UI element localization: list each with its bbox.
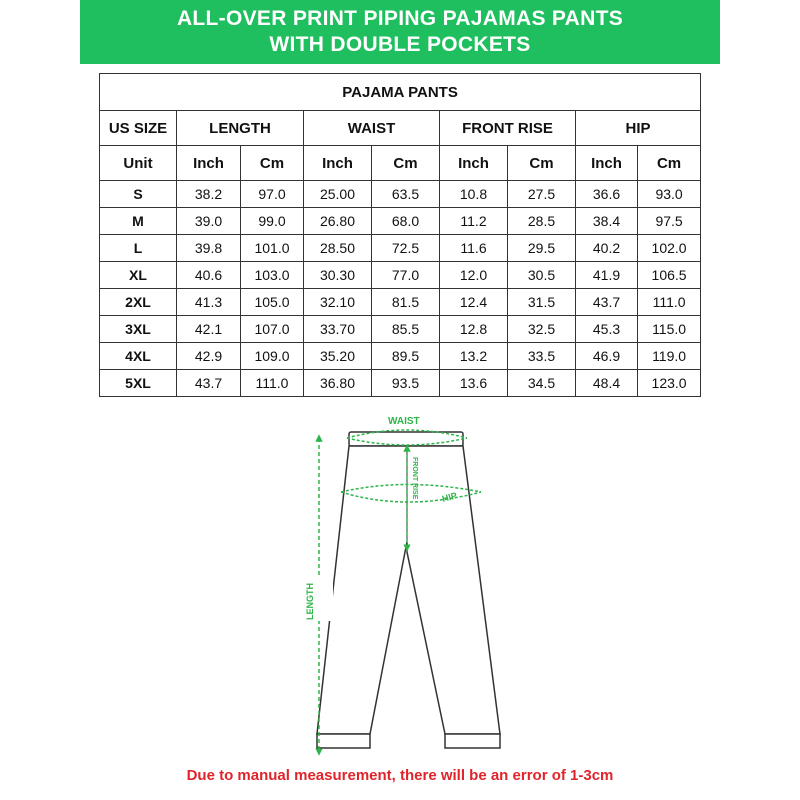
title-line-2: WITH DOUBLE POCKETS — [269, 33, 531, 56]
measurement-cell: 63.5 — [372, 181, 440, 208]
front-rise-label: FRONT RISE — [411, 457, 418, 500]
group-header-waist: WAIST — [304, 111, 440, 146]
measurement-cell: 46.9 — [576, 343, 638, 370]
measurement-cell: 36.6 — [576, 181, 638, 208]
measurement-cell: 26.80 — [304, 208, 372, 235]
unit-header-row — [100, 146, 701, 181]
pants-diagram — [295, 412, 515, 772]
measurement-cell: 97.0 — [241, 181, 304, 208]
measurement-cell: 97.5 — [638, 208, 701, 235]
measurement-cell: 36.80 — [304, 370, 372, 397]
size-cell: M — [100, 208, 177, 235]
measurement-cell: 40.2 — [576, 235, 638, 262]
table-row — [100, 343, 701, 370]
measurement-cell: 99.0 — [241, 208, 304, 235]
table-row — [100, 235, 701, 262]
group-header-hip: HIP — [576, 111, 701, 146]
measurement-cell: 34.5 — [508, 370, 576, 397]
unit-header: Cm — [508, 146, 576, 181]
measurement-cell: 123.0 — [638, 370, 701, 397]
size-rows — [100, 181, 701, 397]
measurement-cell: 28.50 — [304, 235, 372, 262]
unit-header: Inch — [304, 146, 372, 181]
measurement-cell: 41.3 — [177, 289, 241, 316]
title-line-1: ALL-OVER PRINT PIPING PAJAMAS PANTS — [176, 7, 624, 30]
group-header-row — [100, 111, 701, 146]
measurement-cell: 93.0 — [638, 181, 701, 208]
measurement-cell: 39.8 — [177, 235, 241, 262]
measurement-cell: 111.0 — [241, 370, 304, 397]
measurement-cell: 106.5 — [638, 262, 701, 289]
measurement-cell: 93.5 — [372, 370, 440, 397]
measurement-cell: 101.0 — [241, 235, 304, 262]
measurement-cell: 77.0 — [372, 262, 440, 289]
unit-header: Inch — [177, 146, 241, 181]
measurement-cell: 102.0 — [638, 235, 701, 262]
measurement-cell: 27.5 — [508, 181, 576, 208]
waist-label: WAIST — [388, 416, 420, 427]
table-row — [100, 208, 701, 235]
measurement-cell: 29.5 — [508, 235, 576, 262]
measurement-cell: 40.6 — [177, 262, 241, 289]
unit-header: Inch — [440, 146, 508, 181]
group-header-front-rise: FRONT RISE — [440, 111, 576, 146]
group-header-length: LENGTH — [177, 111, 304, 146]
measurement-cell: 33.70 — [304, 316, 372, 343]
measurement-cell: 119.0 — [638, 343, 701, 370]
measurement-cell: 30.30 — [304, 262, 372, 289]
measurement-cell: 115.0 — [638, 316, 701, 343]
measurement-cell: 109.0 — [241, 343, 304, 370]
left-cuff — [317, 734, 370, 748]
measurement-cell: 39.0 — [177, 208, 241, 235]
title-banner — [80, 0, 720, 64]
right-cuff — [445, 734, 500, 748]
length-label: LENGTH — [305, 583, 315, 620]
table-row — [100, 181, 701, 208]
measurement-cell: 41.9 — [576, 262, 638, 289]
measurement-cell: 12.0 — [440, 262, 508, 289]
table-row — [100, 289, 701, 316]
size-cell: 4XL — [100, 343, 177, 370]
unit-header: Cm — [241, 146, 304, 181]
size-cell: XL — [100, 262, 177, 289]
table-title-row — [100, 74, 701, 111]
measurement-cell: 43.7 — [177, 370, 241, 397]
measurement-cell: 12.4 — [440, 289, 508, 316]
measurement-cell: 38.2 — [177, 181, 241, 208]
unit-header: Cm — [372, 146, 440, 181]
unit-header: Inch — [576, 146, 638, 181]
measurement-cell: 11.6 — [440, 235, 508, 262]
measurement-cell: 81.5 — [372, 289, 440, 316]
size-cell: 2XL — [100, 289, 177, 316]
size-cell: 5XL — [100, 370, 177, 397]
size-cell: L — [100, 235, 177, 262]
size-chart-table — [99, 73, 701, 397]
measurement-cell: 89.5 — [372, 343, 440, 370]
pants-body — [317, 446, 500, 734]
unit-label: Unit — [100, 146, 177, 181]
measurement-cell: 31.5 — [508, 289, 576, 316]
hip-label: HIP — [440, 490, 459, 504]
measurement-cell: 43.7 — [576, 289, 638, 316]
measurement-cell: 12.8 — [440, 316, 508, 343]
measurement-cell: 107.0 — [241, 316, 304, 343]
measurement-note: Due to manual measurement, there will be an error of 1-3cm — [186, 767, 614, 784]
table-row — [100, 262, 701, 289]
measurement-cell: 30.5 — [508, 262, 576, 289]
measurement-cell: 32.10 — [304, 289, 372, 316]
measurement-cell: 13.6 — [440, 370, 508, 397]
measurement-cell: 105.0 — [241, 289, 304, 316]
size-cell: 3XL — [100, 316, 177, 343]
measurement-cell: 35.20 — [304, 343, 372, 370]
measurement-cell: 103.0 — [241, 262, 304, 289]
table-row — [100, 370, 701, 397]
waistband — [349, 432, 463, 446]
size-cell: S — [100, 181, 177, 208]
measurement-cell: 33.5 — [508, 343, 576, 370]
measurement-cell: 38.4 — [576, 208, 638, 235]
size-column-header: US SIZE — [100, 111, 177, 146]
measurement-cell: 72.5 — [372, 235, 440, 262]
measurement-cell: 48.4 — [576, 370, 638, 397]
pants-outline — [317, 432, 500, 748]
measurement-cell: 42.9 — [177, 343, 241, 370]
unit-header: Cm — [638, 146, 701, 181]
measurement-cell: 45.3 — [576, 316, 638, 343]
measurement-cell: 25.00 — [304, 181, 372, 208]
table-title: PAJAMA PANTS — [100, 74, 701, 111]
measurement-cell: 10.8 — [440, 181, 508, 208]
measurement-cell: 32.5 — [508, 316, 576, 343]
measurement-cell: 13.2 — [440, 343, 508, 370]
measurement-cell: 68.0 — [372, 208, 440, 235]
measurement-cell: 28.5 — [508, 208, 576, 235]
table-row — [100, 316, 701, 343]
measurement-cell: 42.1 — [177, 316, 241, 343]
measurement-cell: 11.2 — [440, 208, 508, 235]
measurement-cell: 111.0 — [638, 289, 701, 316]
measurement-cell: 85.5 — [372, 316, 440, 343]
